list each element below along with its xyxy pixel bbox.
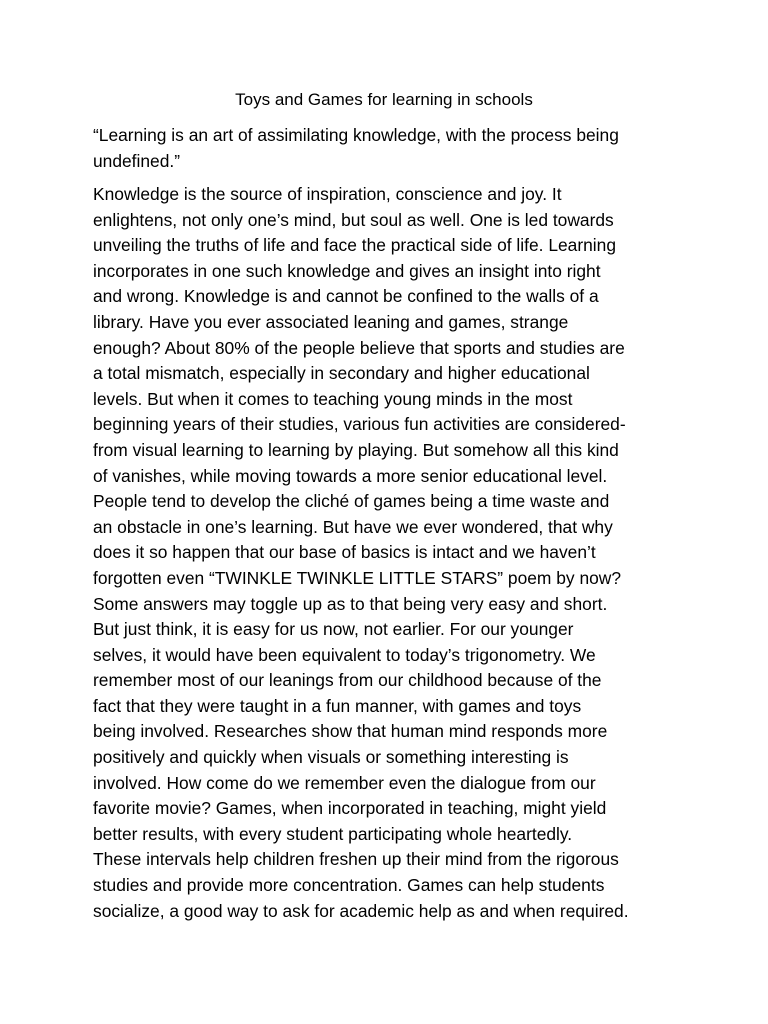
body-line: selves, it would have been equivalent to today’s trigonometry. We	[93, 644, 596, 665]
body-line: from visual learning to learning by playing. But somehow all this kind	[93, 439, 619, 460]
body-line: levels. But when it comes to teaching young minds in the most	[93, 388, 573, 409]
document-title: Toys and Games for learning in schools	[235, 90, 533, 109]
body-line: enlightens, not only one’s mind, but soul as well. One is led towards	[93, 209, 614, 230]
body-line: Knowledge is the source of inspiration, conscience and joy. It	[93, 184, 562, 204]
quote-line: undefined.”	[93, 150, 181, 171]
body-line: favorite movie? Games, when incorporated in teaching, might yield	[93, 798, 607, 819]
body-line: But just think, it is easy for us now, not earlier. For our younger	[93, 619, 574, 640]
body-line: unveiling the truths of life and face the practical side of life. Learning	[93, 235, 617, 256]
body-line: positively and quickly when visuals or something interesting is	[93, 747, 569, 768]
body-line: beginning years of their studies, various fun activities are considered-	[93, 414, 626, 435]
body-paragraph	[93, 182, 693, 924]
body-line: incorporates in one such knowledge and gives an insight into right	[93, 260, 601, 281]
body-line: does it so happen that our base of basics is intact and we haven’t	[93, 542, 596, 563]
quote-line: “Learning is an art of assimilating knowledge, with the process being	[93, 125, 619, 145]
body-line: People tend to develop the cliché of games being a time waste and	[93, 491, 610, 512]
body-line: Some answers may toggle up as to that being very easy and short.	[93, 593, 608, 614]
opening-quote	[93, 123, 693, 174]
body-line: being involved. Researches show that human mind responds more	[93, 721, 608, 742]
body-line: These intervals help children freshen up their mind from the rigorous	[93, 849, 619, 870]
body-line: library. Have you ever associated leaning and games, strange	[93, 311, 569, 332]
body-line: enough? About 80% of the people believe that sports and studies are	[93, 337, 625, 358]
body-line: an obstacle in one’s learning. But have we ever wondered, that why	[93, 516, 613, 537]
body-line: better results, with every student participating whole heartedly.	[93, 823, 573, 844]
body-line: socialize, a good way to ask for academic help as and when required.	[93, 900, 629, 921]
body-line: studies and provide more concentration. Games can help students	[93, 875, 605, 896]
body-line: and wrong. Knowledge is and cannot be confined to the walls of a	[93, 286, 599, 307]
body-line: involved. How come do we remember even the dialogue from our	[93, 772, 596, 793]
body-line: forgotten even “TWINKLE TWINKLE LITTLE STARS” poem by now?	[93, 567, 622, 588]
body-line: a total mismatch, especially in secondary and higher educational	[93, 363, 590, 384]
body-line: remember most of our leanings from our childhood because of the	[93, 670, 602, 691]
body-line: of vanishes, while moving towards a more senior educational level.	[93, 465, 608, 486]
body-line: fact that they were taught in a fun manner, with games and toys	[93, 695, 582, 716]
